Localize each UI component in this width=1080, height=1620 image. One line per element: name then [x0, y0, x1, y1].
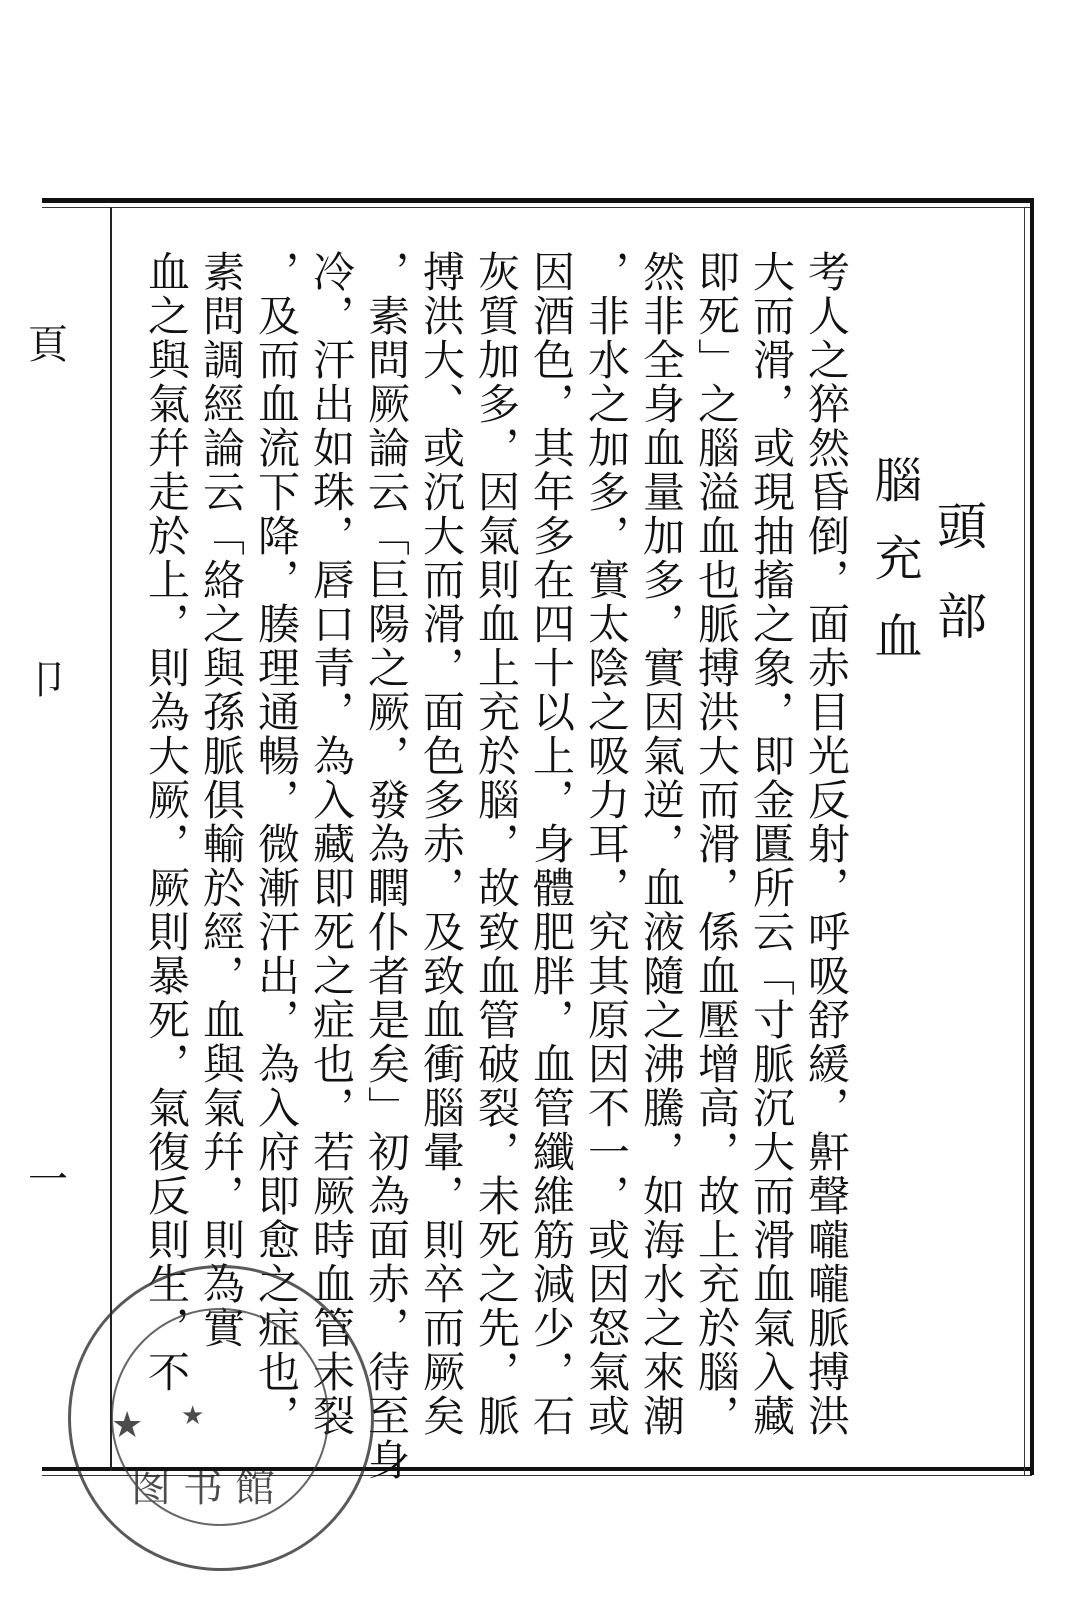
frame-top-rule	[42, 198, 1032, 203]
stamp-star-icon: ★	[111, 1405, 144, 1446]
section-title: 頭部	[929, 500, 987, 680]
margin-char-number: 一	[28, 1157, 68, 1203]
margin-char-page: 頁	[28, 322, 68, 368]
text-column-1: 考人之猝然昏倒，面赤目光反射，呼吸舒緩，鼾聲嚨嚨脈搏洪	[802, 250, 851, 1438]
text-column-5: ，非水之加多，實太陰之吸力耳，究其原因不一，或因怒氣或	[582, 250, 631, 1438]
frame-right-rule-inner	[1024, 207, 1025, 1475]
text-column-3: 即死」之腦溢血也脈搏洪大而滑，係血壓增高，故上充於腦，	[692, 250, 741, 1438]
frame-top-rule-inner	[42, 207, 1032, 208]
stamp-library-text: 图书館	[131, 1465, 287, 1511]
stamp-small-star-icon: ★	[181, 1401, 205, 1431]
margin-char-section: 卩	[28, 657, 68, 703]
frame-right-rule	[1030, 198, 1034, 1475]
text-column-6: 因酒色，其年多在四十以上，身體肥胖，血管纖維筋減少，石	[527, 250, 576, 1438]
text-column-4: 然非全身血量加多，實因氣逆，血液隨之沸騰，如海水之來潮	[637, 250, 686, 1438]
frame-left-rule	[110, 207, 112, 1471]
text-column-13: 血之與氣幷走於上，則為大厥，厥則暴死，氣復反則生，不	[142, 250, 191, 1394]
section-subtitle: 腦充血	[866, 455, 922, 689]
text-column-10: 冷，汗出如珠，唇口青，為入藏即死之症也，若厥時血管未裂	[307, 250, 356, 1438]
text-column-12: 素問調經論云「絡之與孫脈俱輸於經，血與氣幷，則為實	[197, 250, 246, 1350]
library-stamp	[68, 1265, 374, 1571]
text-column-11: ，及而血流下降，腠理通暢，微漸汗出，為入府即愈之症也，	[252, 250, 301, 1438]
text-column-7: 灰質加多，因氣則血上充於腦，故致血管破裂，未死之先，脈	[472, 250, 521, 1438]
text-column-9: ，素問厥論云「巨陽之厥，發為瞤仆者是矣」初為面赤，待至身	[362, 250, 411, 1482]
text-column-2: 大而滑，或現抽搐之象，即金匱所云「寸脈沉大而滑血氣入藏	[747, 250, 796, 1438]
text-column-8: 搏洪大、或沉大而滑，面色多赤，及致血衝腦暈，則卒而厥矣	[417, 250, 466, 1438]
